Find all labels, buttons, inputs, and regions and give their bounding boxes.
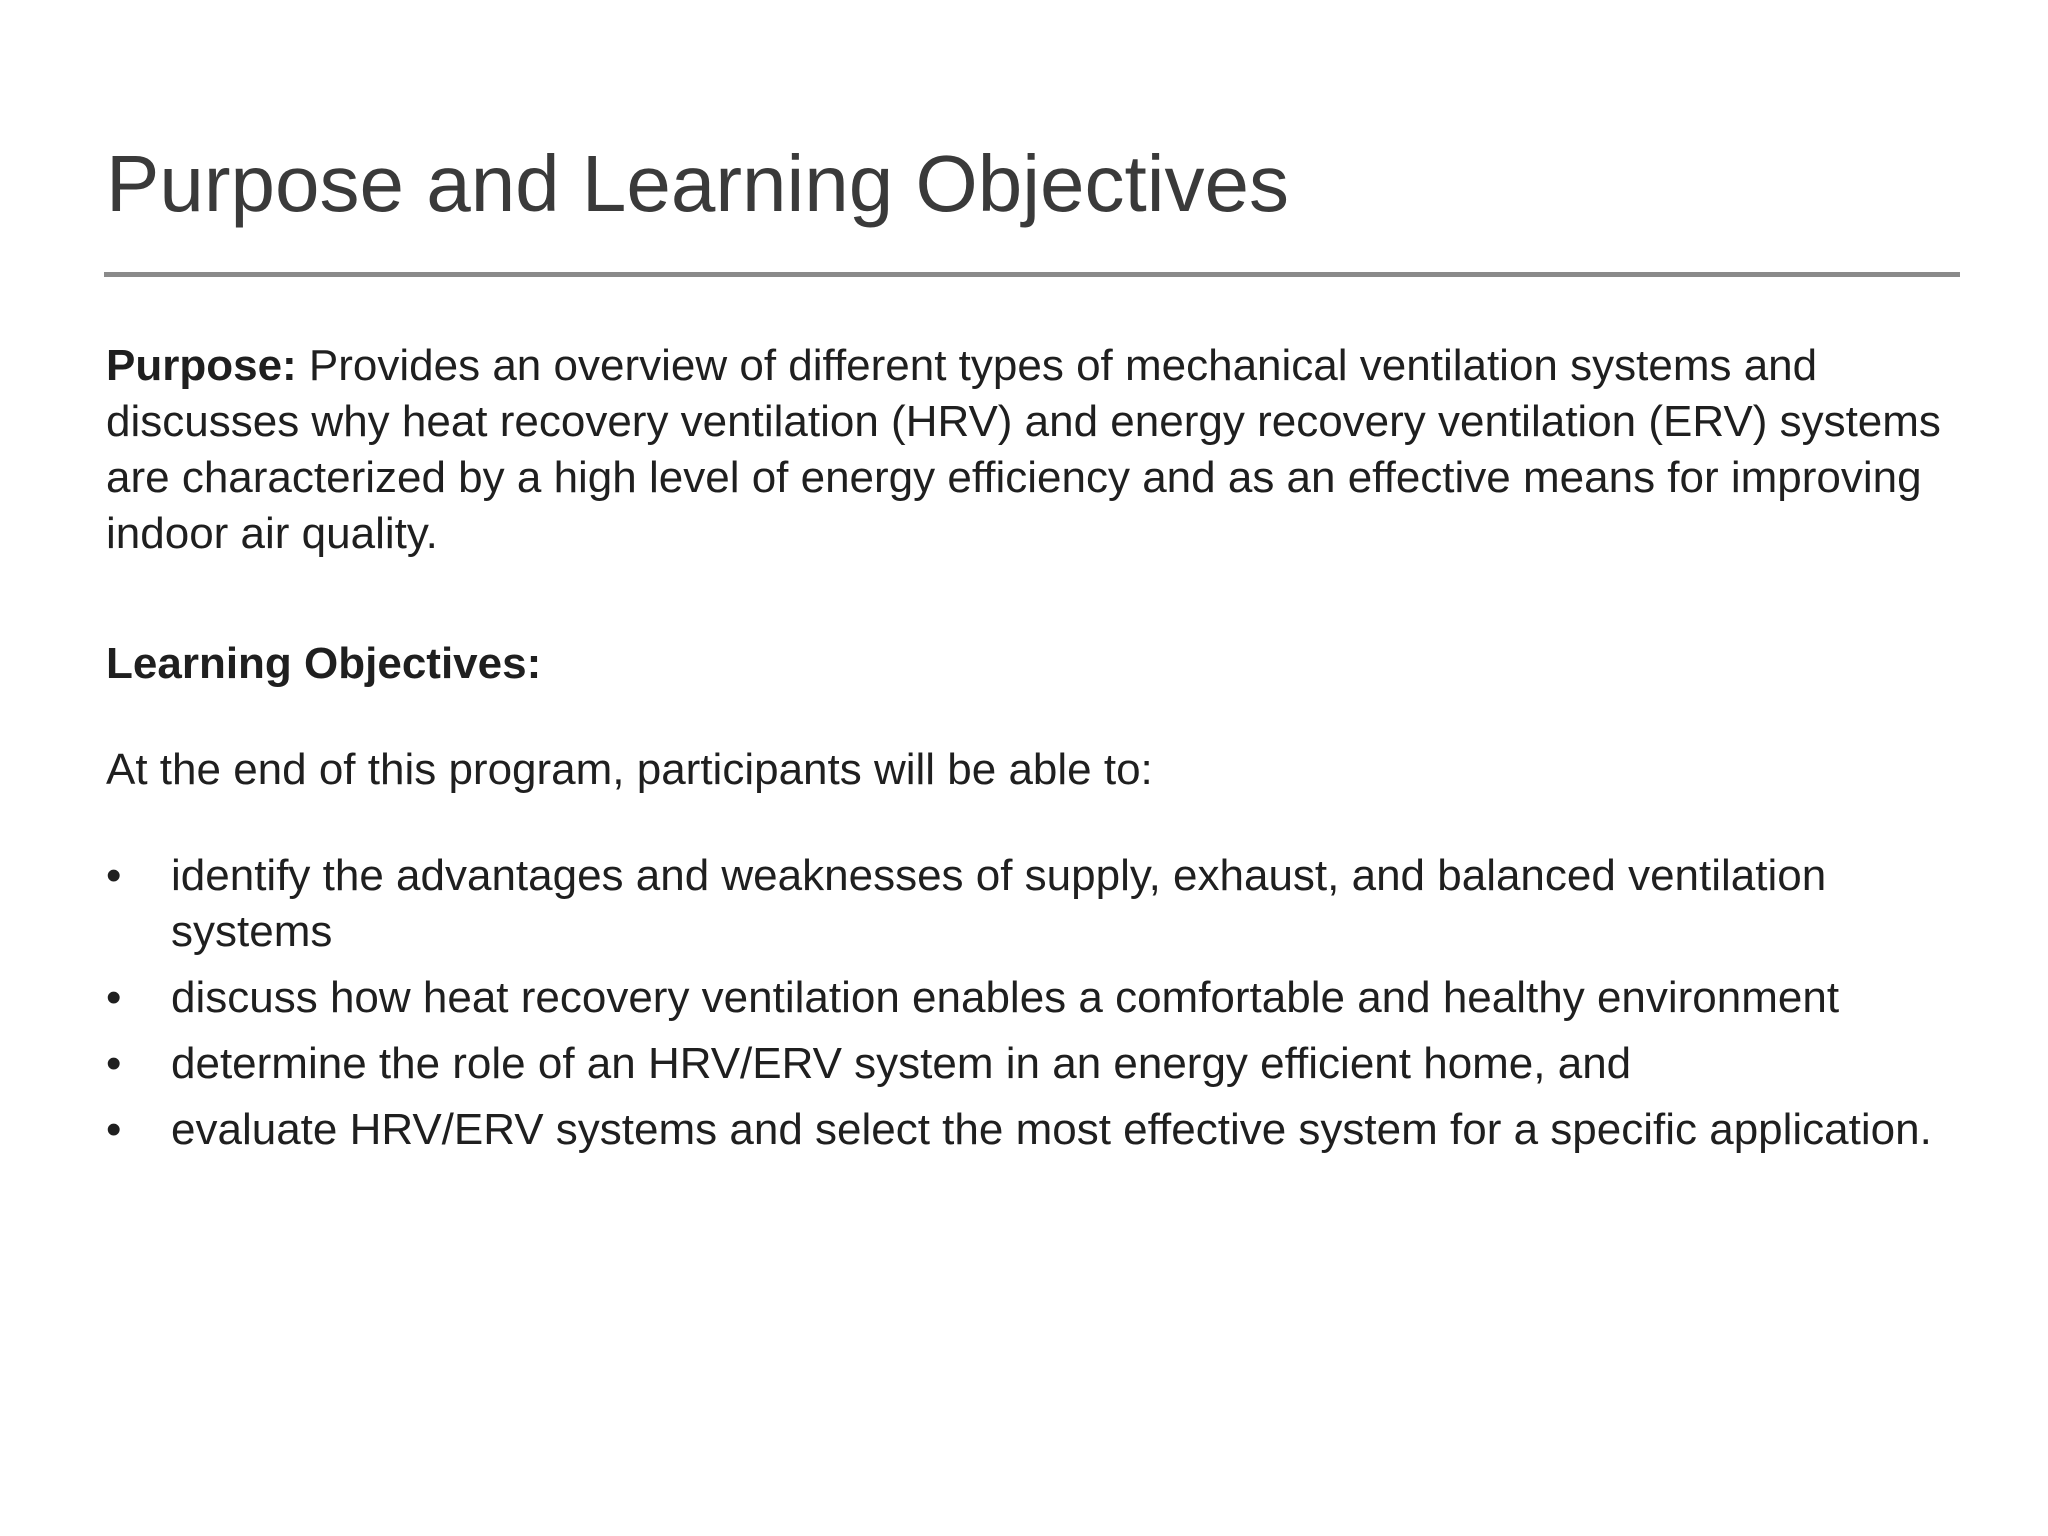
objectives-intro: At the end of this program, participants will be able to:	[106, 745, 1153, 794]
purpose-text: Provides an overview of different types of mechanical ventilation systems and discusses why heat recovery ventilation (HRV) and energy recovery ventilation (ERV) systems are characterized by a high level of energy efficiency and as an effective means for improving indoor air quality.	[106, 341, 1941, 558]
objective-text: determine the role of an HRV/ERV system in an energy efficient home, and	[171, 1039, 1632, 1088]
objective-text: evaluate HRV/ERV systems and select the most effective system for a specific application.	[171, 1105, 1932, 1154]
list-item	[106, 1036, 1966, 1092]
purpose-paragraph	[106, 338, 1956, 562]
objective-text: discuss how heat recovery ventilation enables a comfortable and healthy environment	[171, 973, 1840, 1022]
list-item	[106, 1102, 1966, 1158]
bullet-icon: •	[106, 1105, 122, 1154]
purpose-label: Purpose:	[106, 341, 297, 390]
objective-text: identify the advantages and weaknesses of supply, exhaust, and balanced ventilation systems	[171, 851, 1827, 956]
bullet-icon: •	[106, 1039, 122, 1088]
list-item	[106, 970, 1966, 1026]
title-divider	[104, 272, 1960, 277]
list-item	[106, 848, 1966, 960]
objectives-list	[106, 848, 1966, 1168]
bullet-icon: •	[106, 973, 122, 1022]
learning-objectives-heading: Learning Objectives:	[106, 639, 542, 688]
bullet-icon: •	[106, 851, 122, 900]
slide-title: Purpose and Learning Objectives	[106, 139, 1289, 228]
